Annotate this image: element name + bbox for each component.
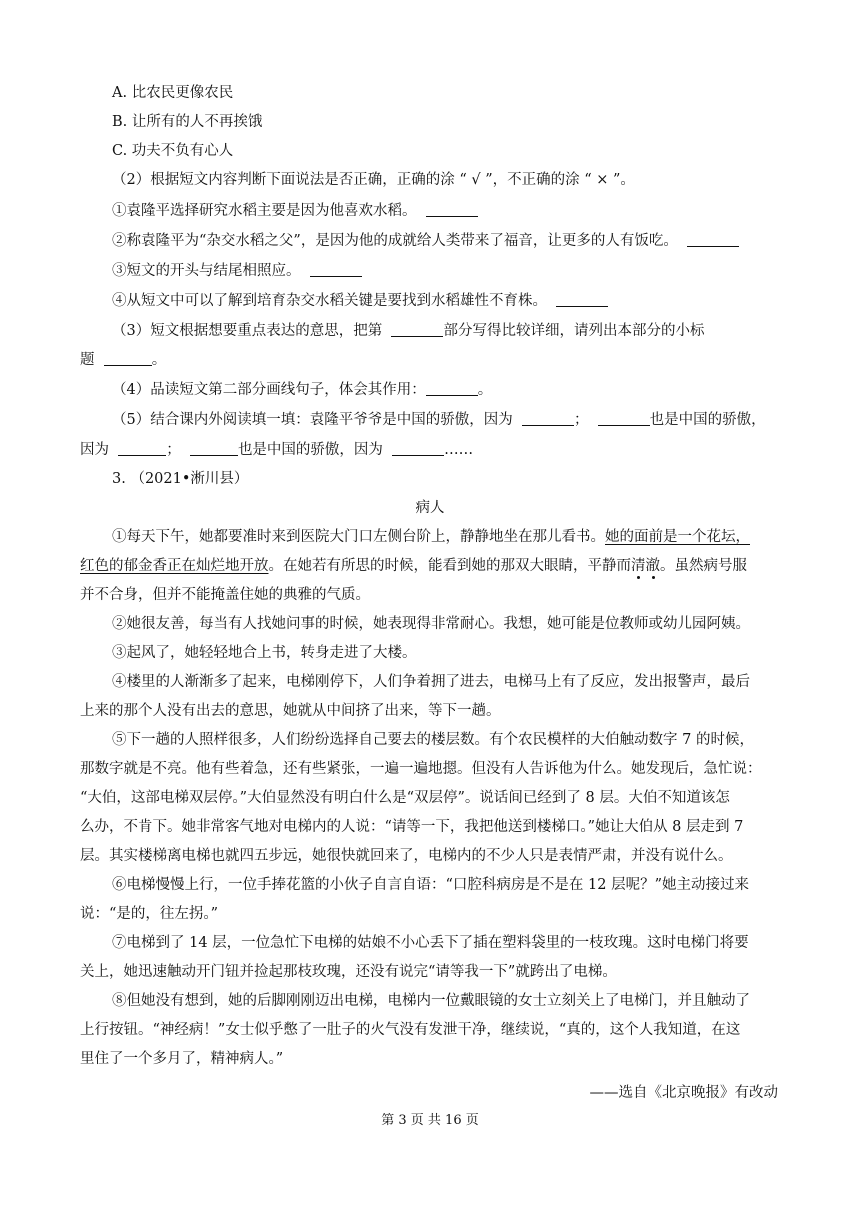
answer-blank[interactable] bbox=[104, 351, 152, 366]
q5-semi: ； bbox=[166, 442, 181, 458]
answer-blank[interactable] bbox=[118, 441, 166, 456]
answer-blank[interactable] bbox=[190, 441, 238, 456]
q2-item-3 bbox=[112, 261, 362, 281]
q5-line-2 bbox=[80, 440, 473, 460]
paragraph-8-line-1: ⑧但她没有想到，她的后脚刚刚迈出电梯，电梯内一位戴眼镜的女士立刻关上了电梯门，并且触动了 bbox=[112, 993, 750, 1009]
q3-text-c: 题 bbox=[80, 352, 95, 368]
paragraph-3: ③起风了，她轻轻地合上书，转身走进了大楼。 bbox=[112, 645, 417, 661]
paragraph-5-line-3: “大伯，这部电梯双层停。”大伯显然没有明白什么是“双层停”。说话间已经到了 8 层。大伯不知道该怎 bbox=[80, 790, 730, 806]
question-3-header: 3. （2021•淅川县） bbox=[112, 471, 249, 487]
paragraph-1-line-2 bbox=[80, 556, 747, 576]
paragraph-6-line-1: ⑥电梯慢慢上行，一位手捧花篮的小伙子自言自语：“口腔科病房是不是在 12 层呢？”她主动接过来 bbox=[112, 877, 749, 893]
paragraph-5-line-4: 么办，不肯下。她非常客气地对电梯内的人说：“请等一下，我把他送到楼梯口。”她让大伯从 8 层走到 7 bbox=[80, 819, 744, 835]
paragraph-1-line-1 bbox=[112, 527, 750, 547]
q2-item-4 bbox=[112, 291, 608, 311]
underlined-sentence: 红色的郁金香正在灿烂地开放 bbox=[80, 558, 269, 574]
p1-text-b: 。在她若有所思的时候，能看到她的那双大眼睛，平静而 bbox=[268, 558, 631, 574]
answer-blank[interactable] bbox=[598, 411, 650, 426]
option-b: B. 让所有的人不再挨饿 bbox=[112, 114, 263, 130]
q3-text-end: 。 bbox=[151, 352, 167, 368]
dotted-char: 清 bbox=[631, 558, 646, 574]
answer-blank[interactable] bbox=[556, 292, 608, 307]
answer-blank[interactable] bbox=[687, 232, 739, 247]
paragraph-4-line-2: 上来的那个人没有出去的意思，她就从中间挤了出来，等下一趟。 bbox=[80, 703, 501, 719]
option-c: C. 功夫不负有心人 bbox=[112, 143, 234, 159]
paragraph-5-line-2: 那数字就是不亮。他有些着急，还有些紧张，一遍一遍地摁。但没有人告诉他为什么。她发现后，急忙说： bbox=[80, 761, 762, 777]
q3-line-2 bbox=[80, 350, 166, 370]
q4-text-end: 。 bbox=[477, 382, 493, 398]
p1-text-c: 。虽然病号服 bbox=[660, 558, 747, 574]
q4-line bbox=[112, 380, 492, 400]
answer-blank[interactable] bbox=[391, 322, 443, 337]
passage-title: 病人 bbox=[415, 500, 445, 516]
answer-blank[interactable] bbox=[392, 441, 444, 456]
paragraph-5-line-1: ⑤下一趟的人照样很多，人们纷纷选择自己要去的楼层数。有个农民模样的大伯触动数字 7 的时候， bbox=[112, 732, 754, 748]
q5-text-a: （5）结合课内外阅读填一填：袁隆平爷爷是中国的骄傲，因为 bbox=[112, 412, 513, 428]
option-a: A. 比农民更像农民 bbox=[112, 85, 234, 101]
q5-text-d: 也是中国的骄傲，因为 bbox=[237, 442, 383, 458]
q2-item-1-text: ①袁隆平选择研究水稻主要是因为他喜欢水稻。 bbox=[112, 203, 417, 219]
q3-text-b: 部分写得比较详细，请列出本部分的小标 bbox=[443, 323, 705, 339]
q2-item-4-text: ④从短文中可以了解到培育杂交水稻关键是要找到水稻雄性不育株。 bbox=[112, 293, 547, 309]
paragraph-7-line-2: 关上，她迅速触动开门钮并捡起那枝玫瑰，还没有说完“请等我一下”就跨出了电梯。 bbox=[80, 964, 617, 980]
underlined-sentence: 她的面前是一个花坛， bbox=[605, 529, 750, 545]
q5-text-b: 也是中国的骄傲， bbox=[649, 412, 766, 428]
paragraph-7-line-1: ⑦电梯到了 14 层，一位急忙下电梯的姑娘不小心丢下了插在塑料袋里的一枝玫瑰。这时电梯门将要 bbox=[112, 935, 749, 951]
q2-item-3-text: ③短文的开头与结尾相照应。 bbox=[112, 263, 301, 279]
p1-text-a: ①每天下午，她都要准时来到医院大门口左侧台阶上，静静地坐在那儿看书。 bbox=[112, 529, 605, 545]
paragraph-8-line-3: 里住了一个多月了，精神病人。” bbox=[80, 1051, 284, 1067]
paragraph-1-line-3: 并不合身，但并不能掩盖住她的典雅的气质。 bbox=[80, 587, 370, 603]
paragraph-4-line-1: ④楼里的人渐渐多了起来，电梯刚停下，人们争着拥了进去，电梯马上有了反应，发出报警声，最后 bbox=[112, 674, 750, 690]
q2-item-1 bbox=[112, 201, 478, 221]
q5-ellipsis: …… bbox=[444, 442, 474, 458]
page-footer: 第 3 页 共 16 页 bbox=[381, 1113, 479, 1128]
answer-blank[interactable] bbox=[522, 411, 574, 426]
q2-prompt: （2）根据短文内容判断下面说法是否正确，正确的涂 “ √ ”，不正确的涂 “ × ”。 bbox=[112, 172, 635, 188]
answer-blank[interactable] bbox=[310, 262, 362, 277]
q2-item-2 bbox=[112, 231, 739, 251]
answer-blank[interactable] bbox=[426, 381, 478, 396]
q3-line-1 bbox=[112, 321, 704, 341]
paragraph-8-line-2: 上行按钮。“神经病！”女士似乎憋了一肚子的火气没有发泄干净，继续说，“真的，这个人我知道，在这 bbox=[80, 1022, 741, 1038]
q5-line-1 bbox=[112, 410, 766, 430]
paragraph-5-line-5: 层。其实楼梯离电梯也就四五步远，她很快就回来了，电梯内的不少人只是表情严肃，并没有说什么。 bbox=[80, 848, 733, 864]
paragraph-2: ②她很友善，每当有人找她问事的时候，她表现得非常耐心。我想，她可能是位教师或幼儿园阿姨。 bbox=[112, 616, 750, 632]
q3-text-a: （3）短文根据想要重点表达的意思，把第 bbox=[112, 323, 383, 339]
q5-semi: ； bbox=[573, 412, 589, 428]
source-note: ——选自《北京晚报》有改动 bbox=[589, 1085, 778, 1101]
q2-item-2-text: ②称袁隆平为“杂交水稻之父”，是因为他的成就给人类带来了福音，让更多的人有饭吃。 bbox=[112, 233, 678, 249]
q4-text: （4）品读短文第二部分画线句子，体会其作用： bbox=[112, 382, 426, 398]
q5-text-c: 因为 bbox=[80, 442, 109, 458]
dotted-char: 澈 bbox=[645, 558, 660, 574]
paragraph-6-line-2: 说：“是的，往左拐。” bbox=[80, 906, 219, 922]
answer-blank[interactable] bbox=[426, 202, 478, 217]
